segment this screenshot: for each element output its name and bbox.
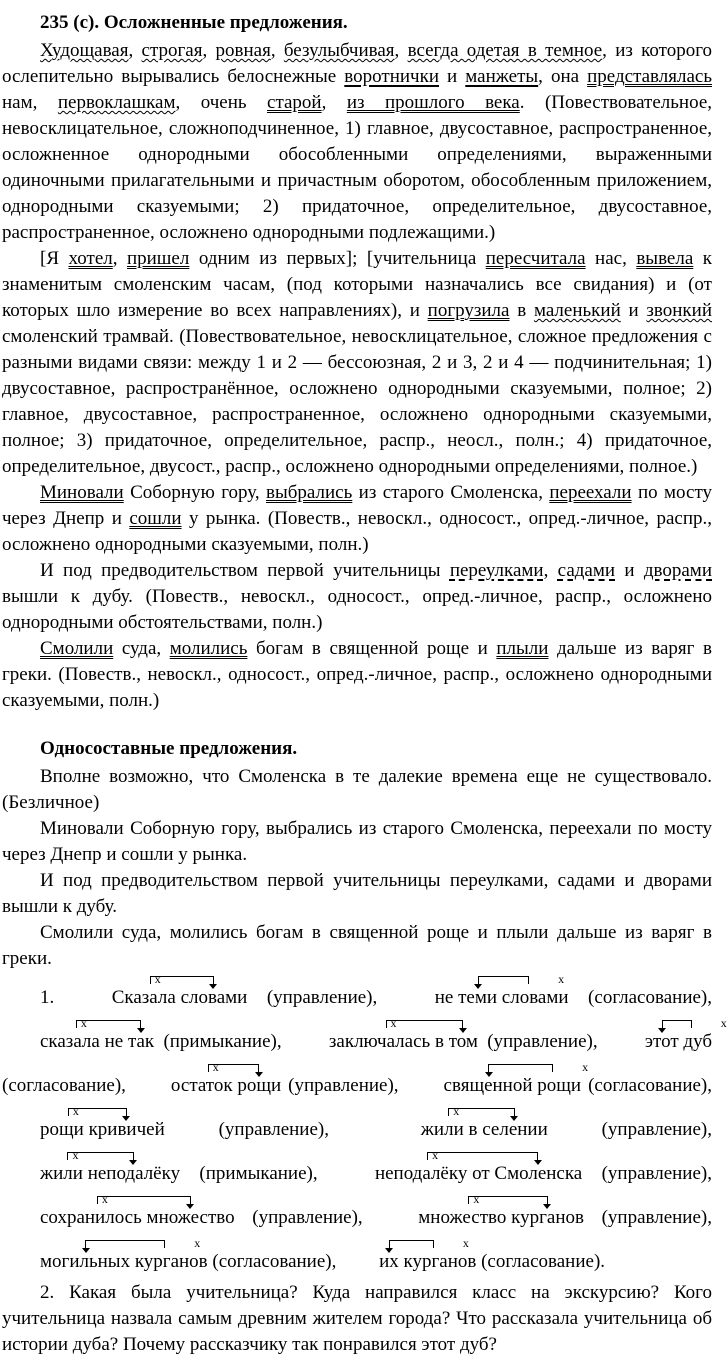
- word-pair: [2, 1104, 165, 1141]
- dependency-arrow-icon: [386, 1020, 464, 1028]
- text-run: , очень: [175, 92, 268, 113]
- head-x-marker: х: [101, 1192, 108, 1206]
- dependency-arrow-icon: [85, 1240, 165, 1248]
- head-x-marker: х: [558, 972, 565, 986]
- underlined-word: плыли: [496, 638, 549, 659]
- underlined-word: манжеты: [465, 66, 539, 87]
- word-pair: [397, 972, 569, 1009]
- link-type-label: (согласование),: [568, 987, 712, 1008]
- head-word: курганов: [134, 1251, 208, 1272]
- text-run: к знаменитым смоленским часам, (под которыми назначались все свидания) и (от которых шло измерение во всех направлениях), и: [2, 248, 712, 321]
- link-type-label: (управление),: [281, 1075, 406, 1096]
- word: от: [472, 1163, 490, 1184]
- paragraph-simple-4: Смолили суда, молились богам в священной роще и плыли дальше из варяг в греки.: [2, 922, 712, 969]
- text-run: и: [620, 300, 647, 321]
- word-pair: [2, 1192, 235, 1229]
- paragraph-simple-1: Вполне возможно, что Смоленска в те далекие времена еще не существовало. (Безличное): [2, 766, 712, 813]
- word-pair: [406, 1060, 589, 1097]
- underlined-word: садами: [557, 560, 616, 581]
- dependent-word: том: [448, 1031, 478, 1052]
- head-word: заключалась: [328, 1031, 431, 1052]
- text-run: из старого Смоленска,: [352, 482, 550, 503]
- head-x-marker: х: [80, 1016, 87, 1030]
- link-type-label: (согласование),: [2, 1075, 133, 1096]
- link-type-label: (примыкание),: [154, 1031, 291, 1052]
- head-word: рощи: [40, 1119, 84, 1140]
- underlined-word: дворами: [643, 560, 712, 581]
- text-run: в: [509, 300, 534, 321]
- text-run: ,: [321, 92, 347, 113]
- head-x-marker: х: [194, 1236, 201, 1250]
- head-word: курганов: [403, 1251, 477, 1272]
- underlined-word: всегда одетая в темное: [407, 40, 603, 61]
- text-run: богам в священной роще и: [247, 638, 497, 659]
- paragraph-word-links: [2, 972, 727, 1280]
- head-x-marker: х: [453, 1104, 460, 1118]
- head-word: остаток: [170, 1075, 233, 1096]
- text-run: [Я: [40, 248, 69, 269]
- underlined-word: строгая: [141, 40, 203, 61]
- dependent-word: множество: [146, 1207, 235, 1228]
- word-pair: [133, 1060, 281, 1097]
- text-run: и: [615, 560, 644, 581]
- dependent-word: рощи: [237, 1075, 282, 1096]
- word-pair: [2, 1148, 180, 1185]
- text-run: ,: [112, 248, 127, 269]
- head-word: дуб: [683, 1031, 712, 1052]
- dependent-word: курганов: [511, 1207, 584, 1228]
- text-run: Соборную гору,: [123, 482, 267, 503]
- head-word: словами: [501, 987, 569, 1008]
- underlined-word: безулыбчивая: [283, 40, 395, 61]
- word-pair: [380, 1192, 584, 1229]
- head-x-marker: х: [390, 1016, 397, 1030]
- underlined-word: выбрались: [266, 482, 353, 503]
- paragraph-questions: 2. Какая была учительница? Куда направился класс на экскурсию? Кого учительница назвала самым древним жителем города? Что рассказала учительница об истории дуба? Почему рассказчику так понравился этот дуб?: [2, 1282, 712, 1355]
- underlined-word: первоклашкам: [57, 92, 176, 113]
- dependent-word: селении: [482, 1119, 548, 1140]
- head-x-marker: х: [432, 1148, 439, 1162]
- text-run: , из которого ослепительно вырывались белоснежные: [2, 40, 713, 87]
- text-run: ,: [394, 40, 408, 61]
- underlined-word: переулками: [449, 560, 544, 581]
- underlined-word: пересчитала: [485, 248, 586, 269]
- word-pair: [2, 1236, 208, 1273]
- text-run: смоленский трамвай. (Повествовательное, невосклицательное, сложное предложения с разными видами связи: между 1 и 2 — бессоюзная, 2 и 3, 2 и 4 — подчинительная; 1) двусоставное, распространённое, осложнено однородными сказуемыми, полное; 2) главное, двусоставное, распространенное, осложнено однородными сказуемыми, полное; 3) придаточное, определительное, распр., неосл., полн.; 4) придаточное, определительное, двусост., распр., осложнено однородными определениями, полное.): [2, 326, 712, 477]
- word-pair: [74, 972, 248, 1009]
- head-x-marker: х: [72, 1148, 79, 1162]
- text-run: нас,: [585, 248, 637, 269]
- text-run: одним из первых]; [учительница: [189, 248, 486, 269]
- link-type-label: (согласование),: [207, 1251, 342, 1272]
- word: не: [104, 1031, 124, 1052]
- head-word: рощи: [537, 1075, 582, 1096]
- underlined-word: звонкий: [646, 300, 712, 321]
- head-x-marker: х: [582, 1060, 589, 1074]
- word: не: [434, 987, 454, 1008]
- text-run: суда,: [113, 638, 170, 659]
- underlined-word: представлялась: [587, 66, 712, 87]
- underlined-word: молились: [169, 638, 248, 659]
- link-type-label: (согласование).: [476, 1251, 606, 1272]
- link-type-label: (управление),: [164, 1119, 383, 1140]
- dependent-word: так: [127, 1031, 155, 1052]
- section-heading: Односоставные предложения.: [40, 738, 298, 759]
- paragraph-analysis-3: [2, 480, 712, 558]
- underlined-word: пришел: [126, 248, 190, 269]
- underlined-word: переехали: [549, 482, 632, 503]
- underlined-word: погрузила: [427, 300, 510, 321]
- text-run: дальше из варяг в греки. (Повеств., невоскл., односост., опред.-личное, распр., осложнено однородными сказуемыми, полн.): [2, 638, 712, 711]
- head-word: Сказала: [111, 987, 176, 1008]
- text-run: . (Повествовательное, невосклицательное, сложноподчиненное, 1) главное, двусоставное, распространенное, осложненное однородными обособленными определениями, выраженными одиночными прилагательными и причастным оборотом, обособленным приложением, однородными сказуемыми; 2) придаточное, определительное, двусоставное, распространенное, осложнено однородными подлежащими.): [2, 92, 712, 243]
- text-run: И под предводительством первой учительницы: [40, 560, 450, 581]
- head-word: жили: [420, 1119, 464, 1140]
- dependent-word: Смоленска: [494, 1163, 583, 1184]
- head-x-marker: х: [72, 1104, 79, 1118]
- text-run: по мосту через Днепр и: [2, 482, 713, 529]
- list-number: 1.: [40, 987, 74, 1008]
- link-type-label: (управление),: [583, 1207, 712, 1228]
- paragraph-analysis-2: [2, 246, 712, 480]
- underlined-word: из прошлого века: [346, 92, 520, 113]
- link-type-label: (управление),: [582, 1163, 712, 1184]
- paragraph-analysis-5: [2, 636, 712, 714]
- underlined-word: Миновали: [40, 482, 124, 503]
- dependent-word: могильных: [40, 1251, 131, 1272]
- word: в: [468, 1119, 478, 1140]
- dependent-word: их: [379, 1251, 399, 1272]
- underlined-word: вывела: [636, 248, 694, 269]
- text-run: , она: [538, 66, 588, 87]
- word-pair: [341, 1236, 476, 1273]
- dependent-word: этот: [644, 1031, 679, 1052]
- head-word: множество: [418, 1207, 507, 1228]
- dependency-arrow-icon: [427, 1152, 538, 1160]
- dependent-word: священной: [443, 1075, 533, 1096]
- head-x-marker: х: [473, 1192, 480, 1206]
- link-type-label: (согласование),: [581, 1075, 712, 1096]
- underlined-word: сошли: [129, 508, 182, 529]
- text-run: ,: [128, 40, 142, 61]
- paragraph-analysis-1: [2, 38, 712, 246]
- text-run: у рынка. (Повеств., невоскл., односост., опред.-личное, распр., осложнено однородными сказуемыми, полн.): [2, 508, 712, 555]
- word: в: [434, 1031, 444, 1052]
- head-word: неподалёку: [374, 1163, 468, 1184]
- dependent-word: кривичей: [88, 1119, 165, 1140]
- link-type-label: (управление),: [477, 1031, 607, 1052]
- dependency-arrow-icon: [97, 1196, 191, 1204]
- text-run: нам,: [2, 92, 58, 113]
- link-type-label: (управление),: [547, 1119, 712, 1140]
- text-run: ,: [543, 560, 558, 581]
- dependency-arrow-icon: [468, 1196, 547, 1204]
- underlined-word: старой: [267, 92, 322, 113]
- link-type-label: (примыкание),: [180, 1163, 337, 1184]
- word-pair: [291, 1016, 478, 1053]
- underlined-word: ровная: [215, 40, 271, 61]
- link-type-label: (управление),: [247, 987, 397, 1008]
- dependent-word: неподалёку: [87, 1163, 181, 1184]
- link-type-label: (управление),: [234, 1207, 381, 1228]
- head-x-marker: х: [212, 1060, 219, 1074]
- head-word: сказала: [40, 1031, 100, 1052]
- word-pair: [2, 1016, 154, 1053]
- paragraph-simple-3: И под предводительством первой учительницы переулками, садами и дворами вышли к дубу.: [2, 870, 712, 917]
- text-run: и: [438, 66, 466, 87]
- word-pair: [383, 1104, 548, 1141]
- underlined-word: хотел: [68, 248, 113, 269]
- dependent-word: теми: [458, 987, 498, 1008]
- paragraph-simple-2: Миновали Соборную гору, выбрались из старого Смоленска, переехали по мосту через Днепр и сошли у рынка.: [2, 818, 712, 865]
- head-word: жили: [40, 1163, 83, 1184]
- dependent-word: словами: [180, 987, 248, 1008]
- head-x-marker: х: [720, 1016, 727, 1030]
- underlined-word: Худощавая: [40, 40, 129, 61]
- paragraph-analysis-4: [2, 558, 712, 636]
- underlined-word: маленький: [533, 300, 621, 321]
- head-word: сохранилось: [40, 1207, 142, 1228]
- word-pair: [337, 1148, 582, 1185]
- word-pair: [607, 1016, 727, 1053]
- text-run: вышли к дубу. (Повеств., невоскл., односост., опред.-личное, распр., осложнено однородными обстоятельствами, полн.): [2, 586, 712, 633]
- text-run: ,: [270, 40, 284, 61]
- underlined-word: воротнички: [344, 66, 439, 87]
- head-x-marker: х: [462, 1236, 469, 1250]
- head-x-marker: х: [154, 972, 161, 986]
- underlined-word: Смолили: [40, 638, 114, 659]
- exercise-title: 235 (с). Осложненные предложения.: [40, 12, 348, 33]
- text-run: ,: [202, 40, 216, 61]
